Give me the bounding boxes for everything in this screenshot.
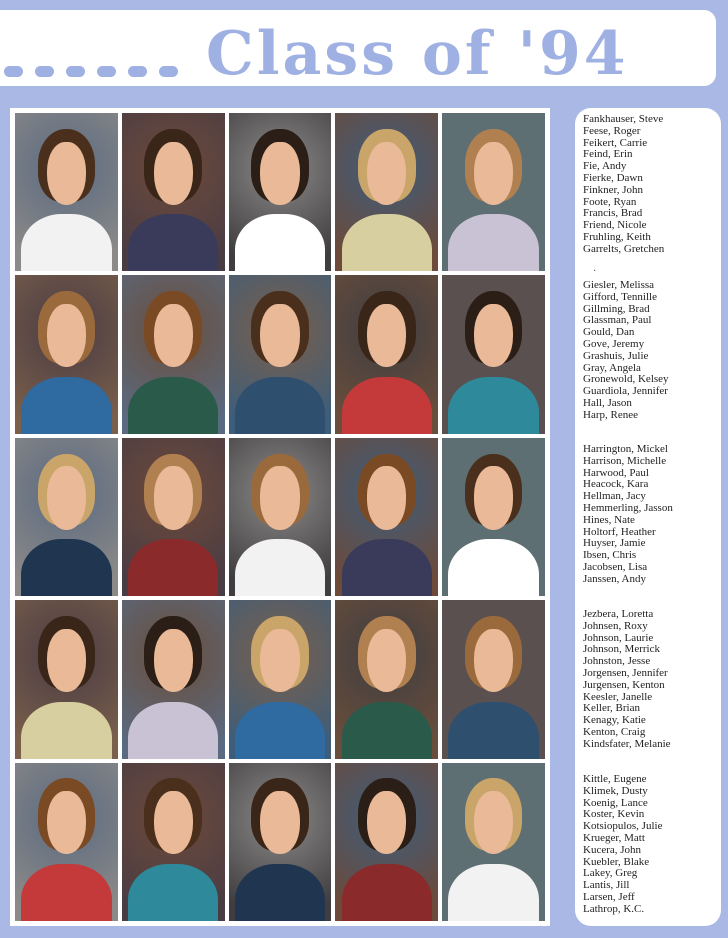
photo-grid [10,108,550,926]
name-item: Kuebler, Blake [583,855,650,868]
name-item: Lakey, Greg [583,867,638,880]
portrait-face [260,791,299,854]
name-item: Friend, Nicole [583,219,647,232]
name-item: Kindsfater, Melanie [583,737,671,750]
student-portrait [335,275,438,433]
portrait-face [154,466,193,529]
name-item: Hines, Nate [583,513,635,526]
name-item: Keesler, Janelle [583,690,653,703]
separator-dot: · [593,266,597,277]
portrait-face [47,466,86,529]
name-item: Krueger, Matt [583,831,645,844]
portrait-clothing [448,702,538,759]
name-item: Fie, Andy [583,160,627,173]
name-item: Glassman, Paul [583,314,652,327]
name-item: Fierke, Dawn [583,171,643,184]
portrait-clothing [21,702,111,759]
name-item: Gronewold, Kelsey [583,373,669,386]
name-item: Jurgensen, Kenton [583,678,665,691]
name-item: Kotsiopulos, Julie [583,820,663,833]
portrait-face [154,629,193,692]
name-item: Kucera, John [583,843,642,856]
student-portrait [335,113,438,271]
portrait-face [474,629,513,692]
student-portrait [442,763,545,921]
student-portrait [229,113,332,271]
dot-1 [4,66,23,77]
name-item: Klimek, Dusty [583,784,648,797]
name-item: Feese, Roger [583,124,641,137]
name-item: Koster, Kevin [583,808,645,821]
portrait-clothing [342,702,432,759]
portrait-face [154,142,193,205]
portrait-face [47,304,86,367]
student-portrait [122,763,225,921]
portrait-clothing [21,377,111,434]
name-group-2 [583,280,669,422]
student-portrait [15,600,118,758]
name-item: Harp, Renee [583,408,638,421]
portrait-clothing [128,539,218,596]
portrait-face [154,791,193,854]
portrait-clothing [128,214,218,271]
name-item: Garrelts, Gretchen [583,242,665,255]
name-item: Gifford, Tennille [583,290,657,303]
student-portrait [15,275,118,433]
portrait-clothing [342,864,432,921]
portrait-clothing [448,864,538,921]
dot-6 [159,66,178,77]
name-item: Guardiola, Jennifer [583,385,668,398]
name-item: Harrison, Michelle [583,454,667,467]
name-item: Ibsen, Chris [583,549,637,562]
student-portrait [442,600,545,758]
dot-5 [128,66,147,77]
name-item: Hellman, Jacy [583,490,646,503]
student-portrait [335,438,438,596]
name-item: Harrington, Mickel [583,443,668,455]
title-banner [0,10,716,89]
portrait-face [367,466,406,529]
student-portrait [15,438,118,596]
portrait-face [474,791,513,854]
name-item: Hall, Jason [583,396,632,409]
portrait-face [367,791,406,854]
name-item: Gray, Angela [583,361,641,374]
portrait-face [367,629,406,692]
student-portrait [122,113,225,271]
portrait-face [474,466,513,529]
portrait-face [367,304,406,367]
name-item: Larsen, Jeff [583,890,635,903]
name-item: Jezbera, Loretta [583,608,654,620]
student-portrait [229,763,332,921]
name-item: Heacock, Kara [583,478,649,491]
student-portrait [122,275,225,433]
portrait-face [260,142,299,205]
student-portrait [229,438,332,596]
name-item: Gould, Dan [583,326,635,339]
name-item: Kenton, Craig [583,725,646,738]
name-item: Giesler, Melissa [583,279,655,291]
student-portrait [15,763,118,921]
name-item: Holtorf, Heather [583,525,656,538]
portrait-clothing [235,864,325,921]
decorative-dots [4,66,178,77]
portrait-face [47,142,86,205]
student-portrait [15,113,118,271]
portrait-face [367,142,406,205]
page-title: Class of '94 [206,19,629,89]
student-portrait [229,275,332,433]
portrait-face [260,629,299,692]
name-group-4 [583,609,671,751]
student-portrait [335,600,438,758]
student-portrait [122,438,225,596]
name-item: Gove, Jeremy [583,337,645,350]
name-group-5 [583,774,662,916]
dot-4 [97,66,116,77]
dot-2 [35,66,54,77]
name-item: Johnson, Merrick [583,643,660,656]
name-item: Johnson, Laurie [583,631,654,644]
name-item: Janssen, Andy [583,572,646,585]
portrait-face [260,304,299,367]
portrait-clothing [448,377,538,434]
portrait-face [47,629,86,692]
name-item: Grashuis, Julie [583,349,649,362]
portrait-clothing [342,539,432,596]
portrait-face [154,304,193,367]
name-item: Fruhling, Keith [583,230,651,243]
student-portrait [442,113,545,271]
name-item: Gillming, Brad [583,302,650,315]
student-portrait [229,600,332,758]
name-item: Feind, Erin [583,148,633,161]
name-item: Lathrop, K.C. [583,902,645,915]
portrait-clothing [235,214,325,271]
portrait-face [47,791,86,854]
name-item: Kittle, Eugene [583,773,647,785]
portrait-clothing [448,539,538,596]
student-portrait [442,438,545,596]
name-item: Francis, Brad [583,207,643,220]
name-item: Jacobsen, Lisa [583,560,648,573]
student-portrait [335,763,438,921]
name-item: Jorgensen, Jennifer [583,666,668,679]
names-panel [575,108,721,926]
name-item: Koenig, Lance [583,796,648,809]
portrait-clothing [21,539,111,596]
portrait-face [260,466,299,529]
name-item: Johnsen, Roxy [583,619,648,632]
name-item: Foote, Ryan [583,195,637,208]
dot-3 [66,66,85,77]
portrait-clothing [235,539,325,596]
name-item: Kenagy, Katie [583,714,646,727]
name-item: Hemmerling, Jasson [583,501,673,514]
name-item: Fankhauser, Steve [583,113,664,125]
portrait-clothing [128,864,218,921]
name-item: Lantis, Jill [583,879,630,892]
portrait-clothing [235,377,325,434]
portrait-face [474,142,513,205]
portrait-clothing [21,214,111,271]
portrait-face [474,304,513,367]
name-item: Johnston, Jesse [583,655,651,668]
portrait-clothing [342,214,432,271]
name-item: Finkner, John [583,183,644,196]
name-item: Harwood, Paul [583,466,649,479]
name-group-3 [583,444,673,586]
portrait-clothing [21,864,111,921]
portrait-clothing [342,377,432,434]
name-group-1 [583,114,664,256]
name-item: Keller, Brian [583,702,640,715]
portrait-clothing [448,214,538,271]
student-portrait [122,600,225,758]
name-item: Huyser, Jamie [583,537,646,550]
student-portrait [442,275,545,433]
name-item: Feikert, Carrie [583,136,648,149]
